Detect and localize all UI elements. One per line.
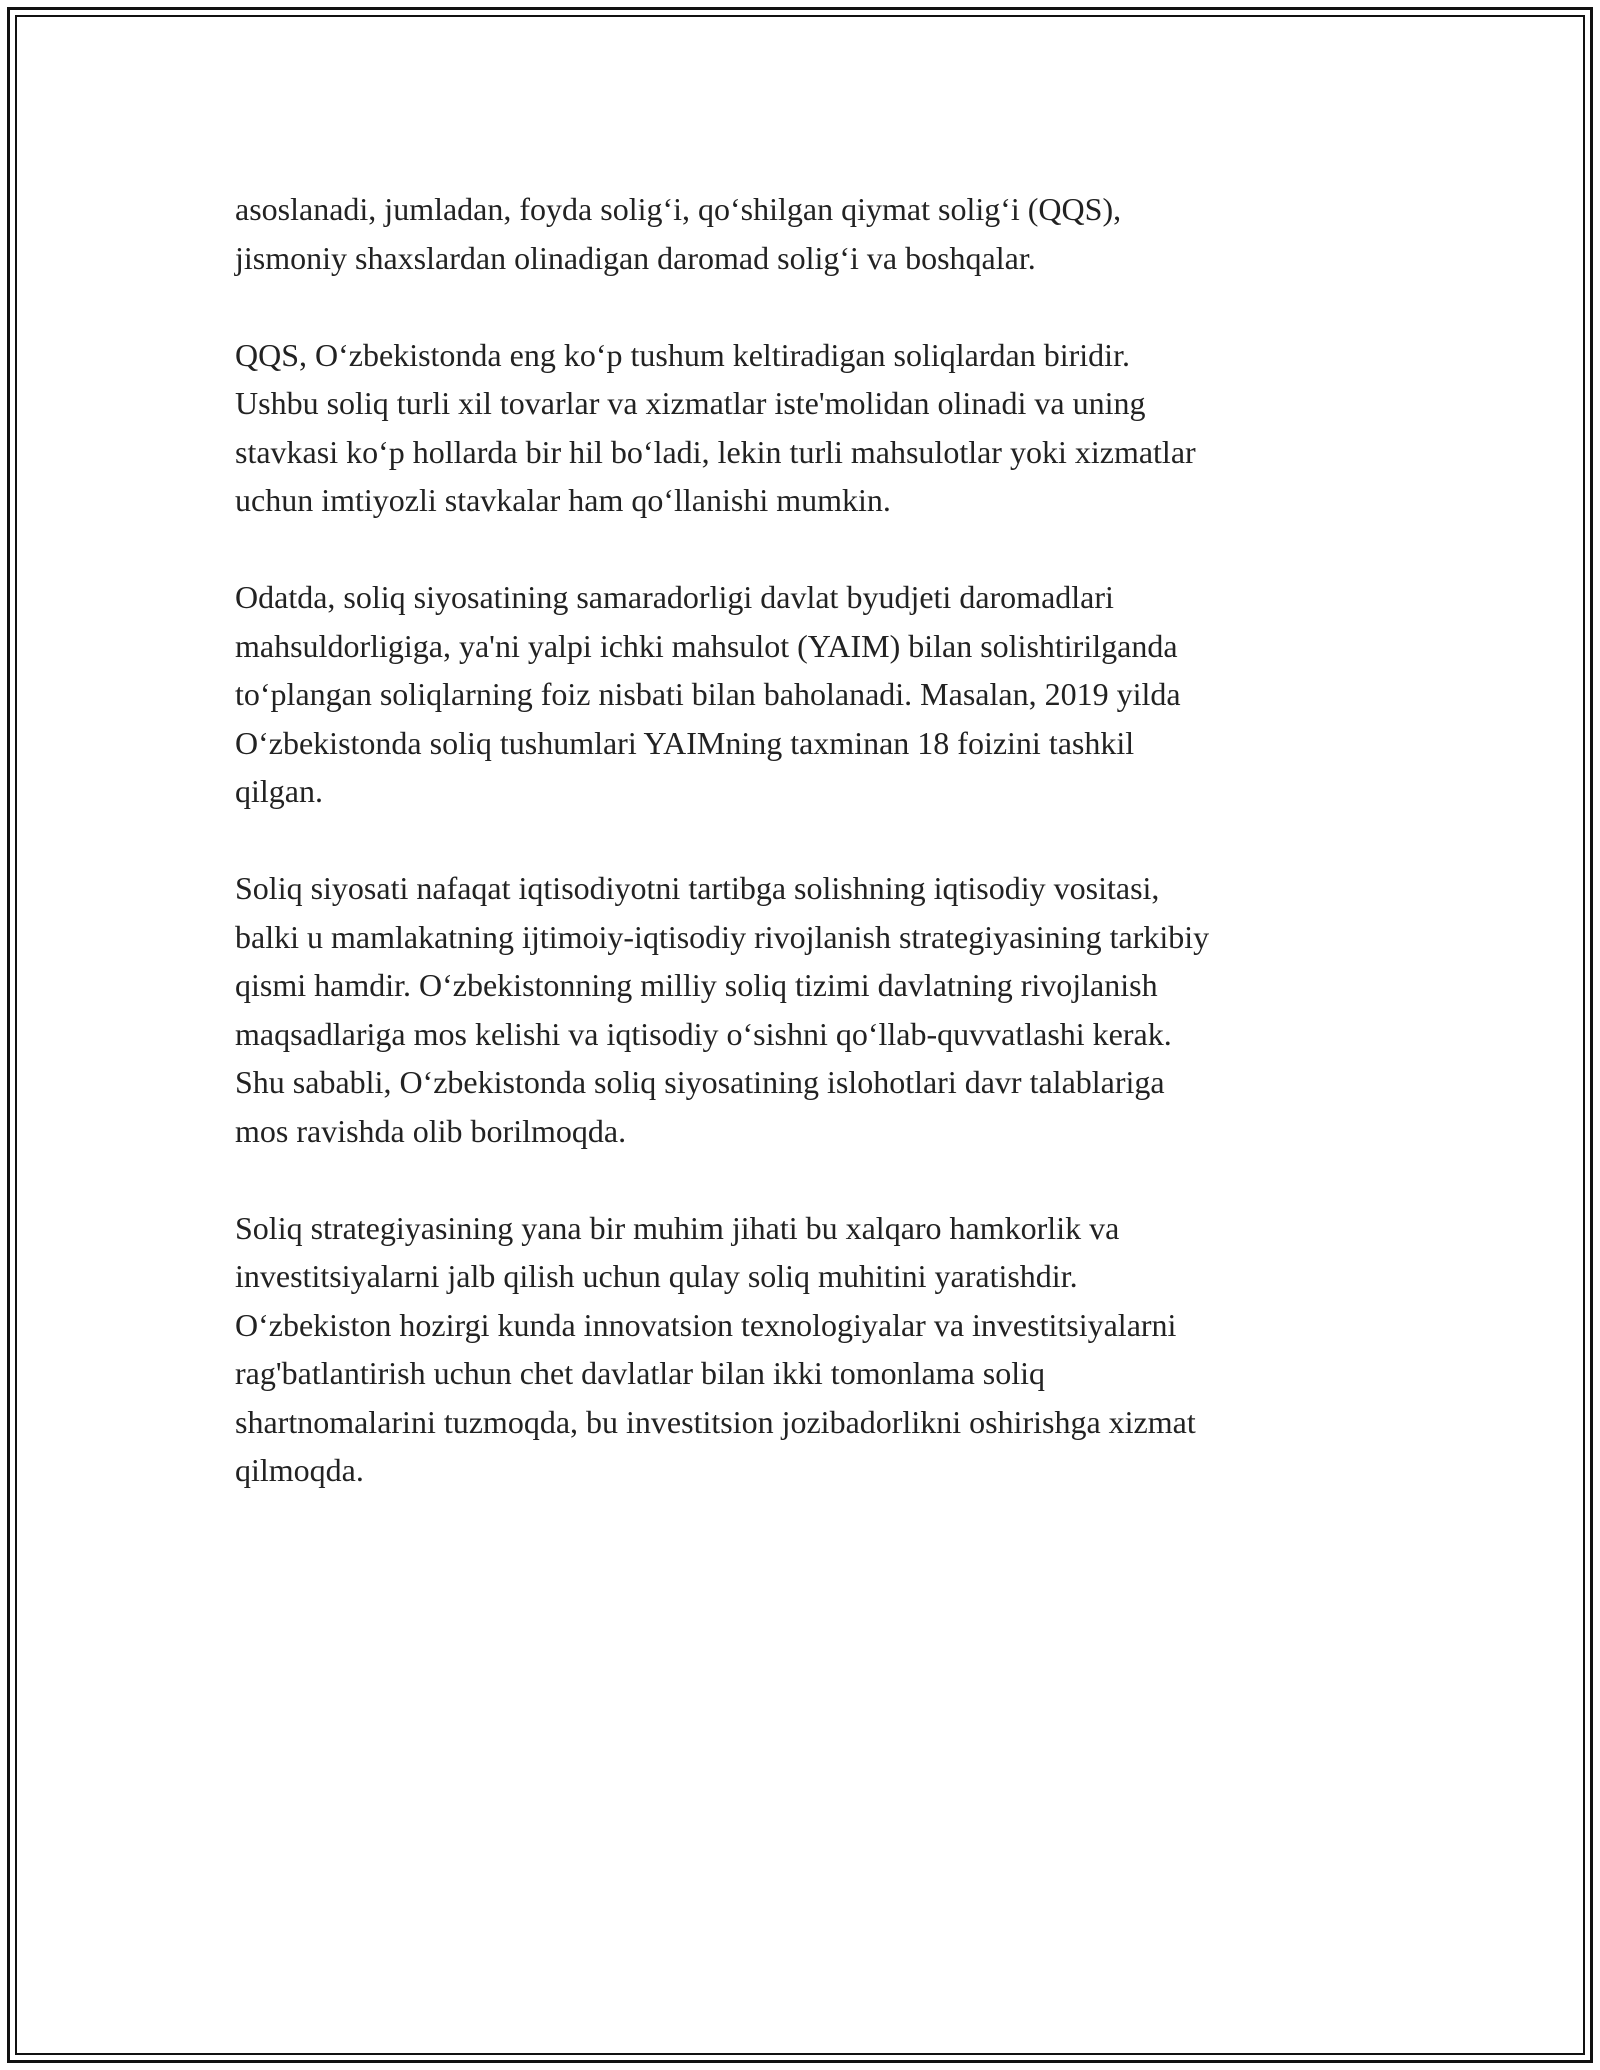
text-line: Shu sababli, O‘zbekistonda soliq siyosatining islohotlari davr talablariga [235, 1064, 1165, 1100]
paragraph-3 [235, 573, 1375, 816]
text-line: jismoniy shaxslardan olinadigan daromad solig‘i va boshqalar. [235, 239, 1036, 276]
text-line: Odatda, soliq siyosatining samaradorligi davlat byudjeti daromadlari [235, 579, 1114, 615]
text-line: Ushbu soliq turli xil tovarlar va xizmatlar iste'molidan olinadi va uning [235, 385, 1146, 421]
text-line: Soliq strategiyasining yana bir muhim jihati bu xalqaro hamkorlik va [235, 1209, 1120, 1246]
paragraph-4 [235, 864, 1375, 1155]
paragraph-1 [235, 185, 1375, 282]
text-line: O‘zbekistonda soliq tushumlari YAIMning taxminan 18 foizini tashkil [235, 724, 1135, 761]
text-line: mahsuldorligiga, ya'ni yalpi ichki mahsulot (YAIM) bilan solishtirilganda [235, 627, 1178, 664]
text-line: rag'batlantirish uchun chet davlatlar bilan ikki tomonlama soliq [235, 1355, 1045, 1391]
text-line: Soliq siyosati nafaqat iqtisodiyotni tartibga solishning iqtisodiy vositasi, [235, 870, 1160, 906]
paragraph-5 [235, 1204, 1375, 1495]
text-line: mos ravishda olib borilmoqda. [235, 1112, 627, 1149]
text-line: qilmoqda. [235, 1452, 364, 1488]
text-line: qilgan. [235, 773, 323, 809]
paragraph-2 [235, 331, 1375, 525]
text-line: to‘plangan soliqlarning foiz nisbati bilan baholanadi. Masalan, 2019 yilda [235, 676, 1181, 712]
text-line: asoslanadi, jumladan, foyda solig‘i, qo‘shilgan qiymat solig‘i (QQS), [235, 191, 1122, 227]
text-line: balki u mamlakatning ijtimoiy-iqtisodiy rivojlanish strategiyasining tarkibiy [235, 918, 1210, 955]
text-line: investitsiyalarni jalb qilish uchun qulay soliq muhitini yaratishdir. [235, 1258, 1078, 1294]
text-line: qismi hamdir. O‘zbekistonning milliy soliq tizimi davlatning rivojlanish [235, 967, 1158, 1003]
text-line: maqsadlariga mos kelishi va iqtisodiy o‘sishni qo‘llab-quvvatlashi kerak. [235, 1015, 1172, 1052]
text-line: uchun imtiyozli stavkalar ham qo‘llanishi mumkin. [235, 482, 891, 518]
text-line: shartnomalarini tuzmoqda, bu investitsion jozibadorlikni oshirishga xizmat [235, 1403, 1196, 1440]
document-body [235, 185, 1375, 1543]
text-line: stavkasi ko‘p hollarda bir hil bo‘ladi, lekin turli mahsulotlar yoki xizmatlar [235, 433, 1196, 470]
text-line: O‘zbekiston hozirgi kunda innovatsion texnologiyalar va investitsiyalarni [235, 1306, 1177, 1343]
text-line: QQS, O‘zbekistonda eng ko‘p tushum keltiradigan soliqlardan biridir. [235, 336, 1130, 373]
